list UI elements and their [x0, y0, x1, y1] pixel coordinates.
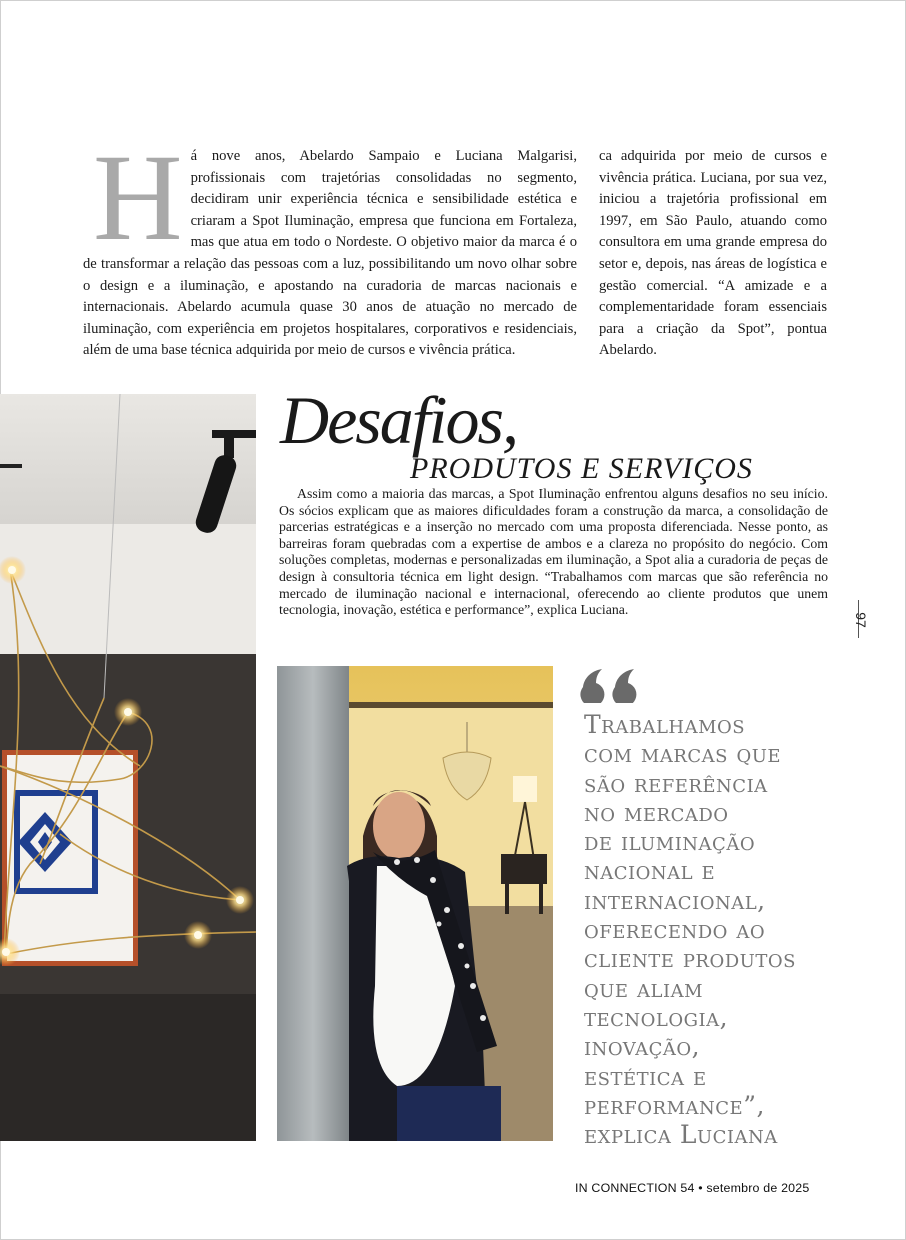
quote-mark-icon — [576, 657, 642, 707]
section-title: Desafios, — [280, 382, 517, 458]
quote-line: nacional e — [584, 856, 716, 886]
quote-line: Trabalhamos — [584, 710, 746, 739]
quote-line: oferecendo ao — [584, 915, 766, 945]
quote-line: tecnologia, — [584, 1002, 729, 1032]
drop-cap: H — [93, 129, 183, 266]
quote-line: no mercado — [584, 797, 729, 827]
quote-line: que aliam — [584, 973, 704, 1003]
intro-column-2: ca adquirida por meio de cursos e vivência prática. Luciana, por sua vez, iniciou a trajetória profissional em 1997, em São Paulo, atuando como consultora em uma grande empresa do setor e, depois, nas áreas de logística e gestão comercial. “A amizade e a complementaridade foram essenciais para a criação da Spot”, pontua Abelardo. — [599, 148, 827, 359]
quote-line: com marcas que — [584, 739, 782, 769]
quote-line: internacional, — [584, 885, 766, 915]
page-number-marker — [852, 600, 877, 638]
section-subtitle: PRODUTOS E SERVIÇOS — [410, 452, 753, 485]
intro-text-1: á nove anos, Abelardo Sampaio e Luciana Malgarisi, profissionais com trajetórias consolidadas no segmento, decidiram unir experiência técnica e sensibilidade estética e criaram a Spot Iluminação, empresa que funciona em Fortaleza, mas que atua em todo o Nordeste. O objetivo maior da marca é o de transformar a relação das pessoas com a luz, possibilitando um novo olhar sobre o design e a iluminação, e apostando na curadoria de marcas nacionais e internacionais. Abelardo acumula quase 30 anos de atuação no mercado de iluminação, com experiência em projetos hospitalares, corporativos e residenciais, além de uma base técnica adquirida por meio de cursos e vivência prática. — [83, 148, 577, 359]
quote-line: explica Luciana — [584, 1120, 778, 1150]
quote-line: inovação, — [584, 1032, 701, 1062]
lamp-interior-photo — [0, 394, 256, 1141]
section-body: Assim como a maioria das marcas, a Spot Iluminação enfrentou alguns desafios no seu início. Os sócios explicam que as maiores dificuldades foram a construção da marca, a consolidação de parcerias estratégicas e a inserção no mercado com uma proposta diferenciada. Nesse ponto, as barreiras foram quebradas com a expertise de ambos e a clareza no propósito do negócio. Com soluções completas, modernas e personalizadas em iluminação, a Spot alia a curadoria de peças de design à consultoria técnica em light design. “Trabalhamos com marcas que são referência no mercado de iluminação nacional e internacional, oferecendo ao cliente produtos que unem tecnologia, inovação, estética e performance”, explica Luciana. — [279, 486, 828, 618]
pull-quote — [584, 710, 844, 1149]
page-number: 97 — [852, 612, 869, 628]
portrait-photo — [277, 666, 553, 1141]
quote-line: são referência — [584, 768, 768, 798]
quote-line: performance”, — [584, 1090, 765, 1120]
quote-line: cliente produtos — [584, 944, 796, 974]
page-footer: IN CONNECTION 54 • setembro de 2025 — [575, 1181, 810, 1195]
quote-line: de iluminação — [584, 827, 756, 857]
intro-column-1 — [83, 129, 577, 362]
quote-line: estética e — [584, 1061, 707, 1091]
